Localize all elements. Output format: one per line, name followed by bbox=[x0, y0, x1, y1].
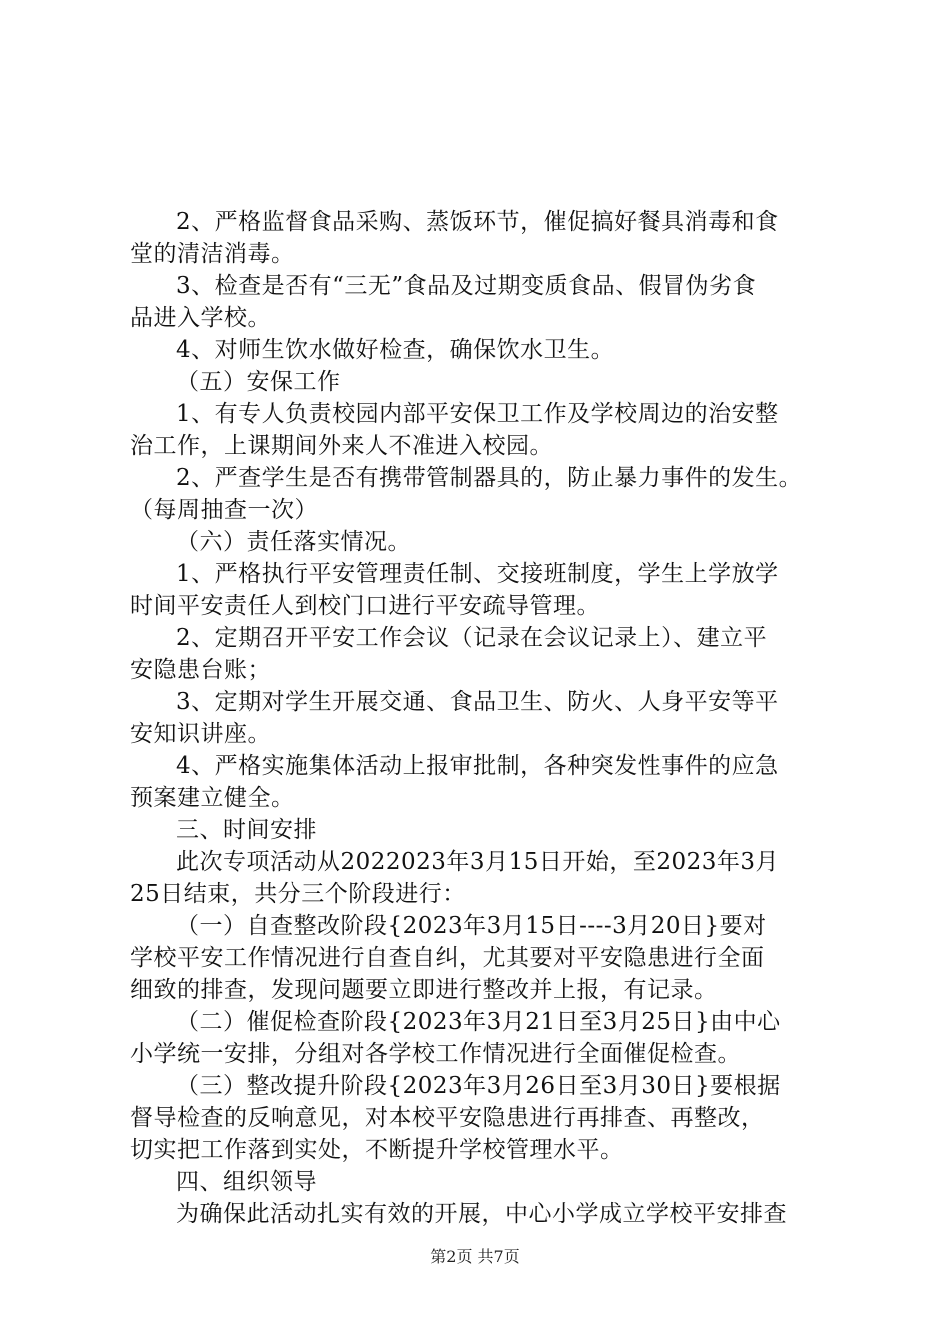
paragraph-line: 时间平安责任人到校门口进行平安疏导管理。 bbox=[130, 593, 600, 619]
paragraph-line: （一）自查整改阶段{2023年3月15日----3月20日}要对 bbox=[176, 913, 767, 939]
paragraph-line: 预案建立健全。 bbox=[130, 785, 295, 811]
section-heading: 四、组织领导 bbox=[176, 1169, 317, 1195]
paragraph-line: 安隐患台账； bbox=[130, 657, 271, 683]
paragraph-line: 堂的清洁消毒。 bbox=[130, 241, 295, 267]
section-heading: （六）责任落实情况。 bbox=[176, 529, 411, 555]
paragraph-line: 督导检查的反响意见，对本校平安隐患进行再排查、再整改， bbox=[130, 1105, 765, 1131]
paragraph-line: 此次专项活动从2022023年3月15日开始，至2023年3月 bbox=[176, 849, 779, 875]
paragraph-line: 细致的排查，发现问题要立即进行整改并上报，有记录。 bbox=[130, 977, 718, 1003]
section-heading: （五）安保工作 bbox=[176, 369, 341, 395]
paragraph-line: 小学统一安排，分组对各学校工作情况进行全面催促检查。 bbox=[130, 1041, 741, 1067]
paragraph-line: 学校平安工作情况进行自查自纠，尤其要对平安隐患进行全面 bbox=[130, 945, 765, 971]
paragraph-line: 1、严格执行平安管理责任制、交接班制度，学生上学放学 bbox=[176, 561, 779, 587]
page-footer: 第2页 共7页 bbox=[430, 1247, 520, 1266]
paragraph-line: 2、严查学生是否有携带管制器具的，防止暴力事件的发生。 bbox=[176, 465, 803, 491]
paragraph-line: 为确保此活动扎实有效的开展，中心小学成立学校平安排查 bbox=[176, 1201, 787, 1227]
paragraph-line: （每周抽查一次） bbox=[130, 497, 318, 523]
paragraph-line: 4、对师生饮水做好检查，确保饮水卫生。 bbox=[176, 337, 615, 363]
paragraph-line: 3、检查是否有“三无”食品及过期变质食品、假冒伪劣食 bbox=[176, 273, 757, 299]
paragraph-line: 3、定期对学生开展交通、食品卫生、防火、人身平安等平 bbox=[176, 689, 779, 715]
paragraph-line: 安知识讲座。 bbox=[130, 721, 271, 747]
paragraph-line: 品进入学校。 bbox=[130, 305, 271, 331]
paragraph-line: 25日结束，共分三个阶段进行： bbox=[130, 881, 466, 907]
paragraph-line: 4、严格实施集体活动上报审批制，各种突发性事件的应急 bbox=[176, 753, 779, 779]
paragraph-line: 2、定期召开平安工作会议（记录在会议记录上）、建立平 bbox=[176, 625, 768, 651]
paragraph-line: （二）催促检查阶段{2023年3月21日至3月25日}由中心 bbox=[176, 1009, 781, 1035]
paragraph-line: 1、有专人负责校园内部平安保卫工作及学校周边的治安整 bbox=[176, 401, 779, 427]
document-body bbox=[130, 206, 842, 1230]
section-heading: 三、时间安排 bbox=[176, 817, 317, 843]
paragraph-line: （三）整改提升阶段{2023年3月26日至3月30日}要根据 bbox=[176, 1073, 781, 1099]
paragraph-line: 2、严格监督食品采购、蒸饭环节，催促搞好餐具消毒和食 bbox=[176, 209, 779, 235]
paragraph-line: 治工作，上课期间外来人不准进入校园。 bbox=[130, 433, 553, 459]
paragraph-line: 切实把工作落到实处，不断提升学校管理水平。 bbox=[130, 1137, 624, 1163]
